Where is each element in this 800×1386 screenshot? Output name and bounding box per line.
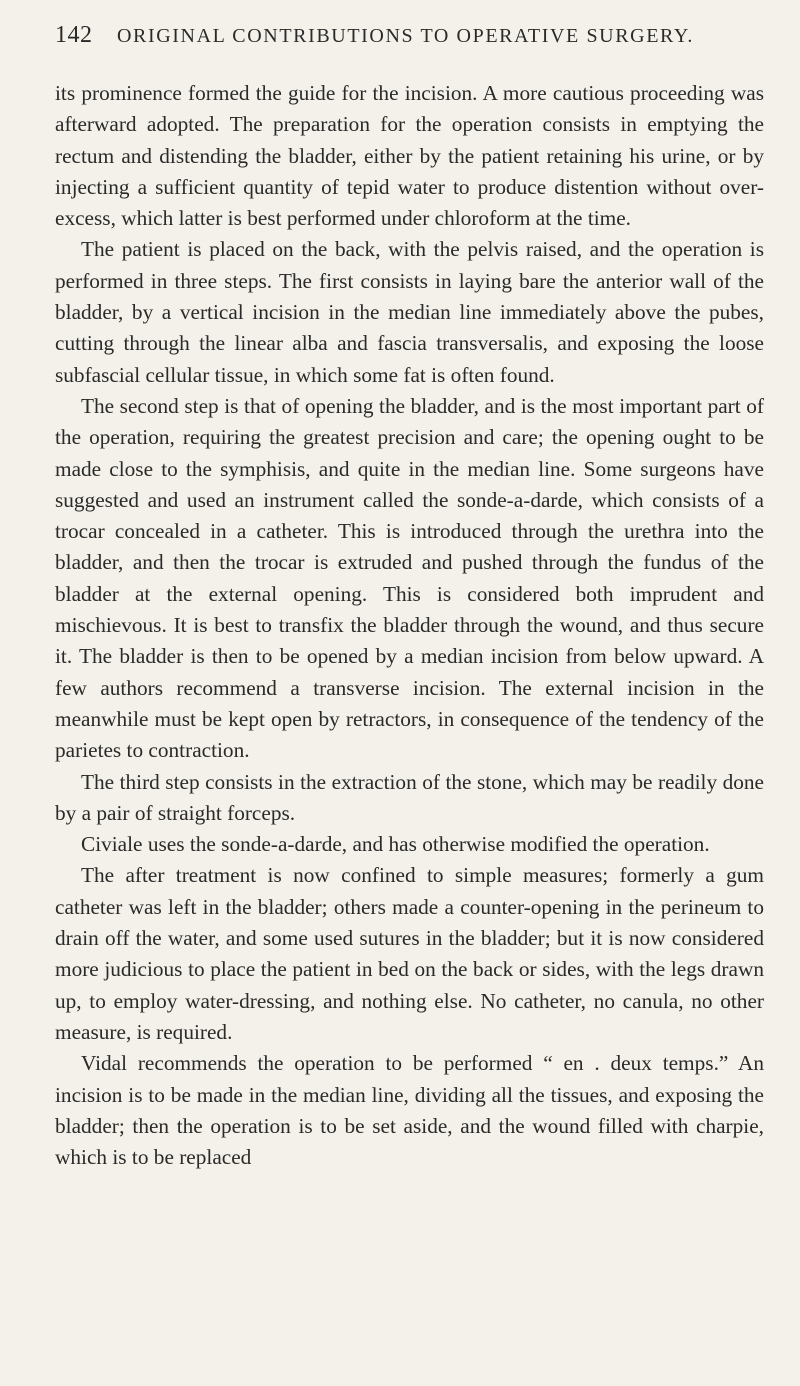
running-head [55,22,764,62]
paragraph-second-step: The second step is that of opening the bladder, and is the most important part of the operation, requiring the greatest precision and care; the opening ought to be made close to the symphisis, and quite in the median line. Some surgeons have suggested and used an instrument called the sonde-a-darde, which consists of a trocar concealed in a catheter. This is introduced through the urethra into the bladder, and then the trocar is extruded and pushed through the fundus of the bladder at the external opening. This is considered both imprudent and mischievous. It is best to transfix the bladder through the wound, and thus secure it. The bladder is then to be opened by a median incision from below upward. A few authors recommend a transverse incision. The external incision in the meanwhile must be kept open by retractors, in consequence of the tendency of the parietes to contraction. [55,393,764,763]
paragraph-vidal: Vidal recommends the operation to be performed “ en . deux temps.” An incision is to be made in the median line, dividing all the tissues, and exposing the bladder; then the operation is to be set aside, and the wound filled with charpie, which is to be replaced [55,1051,764,1170]
running-title: ORIGINAL CONTRIBUTIONS TO OPERATIVE SURGERY. [117,25,694,47]
paragraph-patient-position: The patient is placed on the back, with the pelvis raised, and the operation is performed in three steps. The first consists in laying bare the anterior wall of the bladder, by a vertical incision in the median line immediately above the pubes, cutting through the linear alba and fascia transversalis, and exposing the loose subfascial cellular tissue, in which some fat is often found. [55,237,764,387]
paragraph-third-step: The third step consists in the extraction of the stone, which may be readily done by a pair of straight forceps. [55,769,764,825]
paragraph-civiale: Civiale uses the sonde-a-darde, and has otherwise modified the operation. [81,832,710,857]
page-number: 142 [55,22,93,48]
paragraph-after-treatment: The after treatment is now confined to simple measures; formerly a gum catheter was left in the bladder; others made a counter-opening in the perineum to drain off the water, and some used sutures in the bladder; but it is now considered more judicious to place the patient in bed on the back or sides, with the legs drawn up, to employ water-dressing, and nothing else. No catheter, no canula, no other measure, is required. [55,863,764,1044]
paragraph-continued: its prominence formed the guide for the incision. A more cautious proceeding was afterward adopted. The preparation for the operation consists in emptying the rectum and distending the bladder, either by the patient retaining his urine, or by injecting a sufficient quantity of tepid water to produce distention without over-excess, which latter is best performed under chloroform at the time. [55,81,764,231]
body-text [55,78,764,1173]
